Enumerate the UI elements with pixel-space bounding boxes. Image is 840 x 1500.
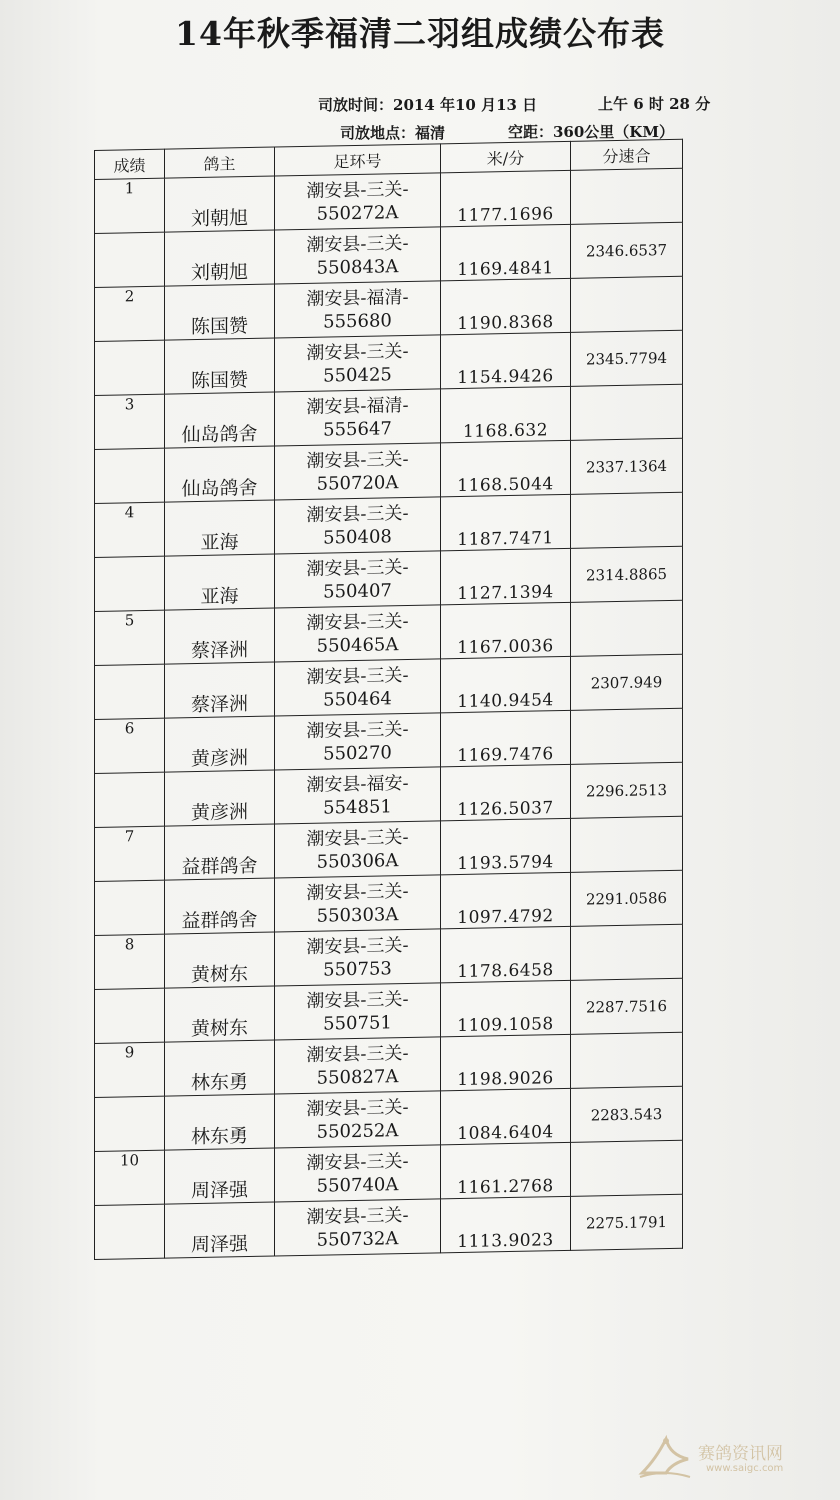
ring-code: 550740A (316, 1173, 399, 1197)
owner-cell: 黄彦洲 (165, 770, 275, 826)
owner-cell: 亚海 (165, 500, 275, 556)
rank-cell: 8 (95, 934, 165, 989)
owner-cell: 陈国赞 (165, 284, 275, 340)
combined-speed-cell: 2314.8865 (571, 546, 683, 602)
ring-number-cell (275, 1145, 441, 1202)
ring-region: 潮安县-三关- (306, 826, 409, 850)
release-time: 司放时间：2014 年10 月13 日 (318, 96, 538, 114)
ring-number-cell (275, 173, 441, 230)
rank-cell: 10 (95, 1150, 165, 1205)
ring-number-cell (275, 929, 441, 986)
speed-cell: 1113.9023 (441, 1196, 571, 1252)
combined-speed-cell: 2275.1791 (571, 1194, 683, 1250)
ring-number-cell (275, 983, 441, 1040)
watermark-url: www.saigc.com (706, 1463, 784, 1474)
header-rank: 成绩 (95, 149, 165, 179)
ring-code: 550252A (316, 1119, 399, 1143)
ring-code: 550465A (316, 633, 399, 657)
speed-cell: 1084.6404 (441, 1088, 571, 1144)
distance: 空距：360公里（KM） (508, 123, 674, 141)
ring-region: 潮安县-三关- (306, 988, 409, 1012)
combined-speed-cell (571, 168, 683, 224)
ring-number-cell (275, 821, 441, 878)
ring-number-cell (275, 605, 441, 662)
speed-cell: 1177.1696 (441, 170, 571, 226)
combined-speed-cell (571, 600, 683, 656)
ring-code: 554851 (323, 795, 392, 819)
owner-cell: 刘朝旭 (165, 230, 275, 286)
owner-cell: 林东勇 (165, 1094, 275, 1150)
rank-cell (95, 880, 165, 935)
owner-cell: 仙岛鸽舍 (165, 392, 275, 448)
speed-cell: 1161.2768 (441, 1142, 571, 1198)
ring-number-cell (275, 227, 441, 284)
ring-code: 550272A (316, 201, 399, 225)
ring-region: 潮安县-三关- (306, 1150, 409, 1174)
combined-speed-cell (571, 708, 683, 764)
speed-cell: 1190.8368 (441, 278, 571, 334)
rank-cell: 2 (95, 286, 165, 341)
rank-cell: 4 (95, 502, 165, 557)
speed-cell: 1198.9026 (441, 1034, 571, 1090)
speed-cell: 1109.1058 (441, 980, 571, 1036)
ring-region: 潮安县-三关- (306, 880, 409, 904)
ring-number-cell (275, 443, 441, 500)
ring-code: 550753 (323, 957, 392, 981)
ring-code: 550732A (316, 1227, 399, 1251)
combined-speed-cell (571, 816, 683, 872)
ring-code: 550464 (323, 687, 392, 711)
ring-region: 潮安县-三关- (306, 934, 409, 958)
speed-cell: 1140.9454 (441, 656, 571, 712)
ring-code: 550407 (323, 579, 392, 603)
rank-cell (95, 772, 165, 827)
rank-cell: 1 (95, 178, 165, 233)
combined-speed-cell: 2287.7516 (571, 978, 683, 1034)
owner-cell: 黄彦洲 (165, 716, 275, 772)
rank-cell: 9 (95, 1042, 165, 1097)
rank-cell: 6 (95, 718, 165, 773)
combined-speed-cell: 2283.543 (571, 1086, 683, 1142)
ring-number-cell (275, 335, 441, 392)
speed-cell: 1178.6458 (441, 926, 571, 982)
ring-code: 550303A (316, 903, 399, 927)
table-body (95, 168, 683, 1259)
ring-code: 550270 (323, 741, 392, 765)
rank-cell (95, 988, 165, 1043)
release-place: 司放地点：福清 (340, 124, 446, 142)
rank-cell (95, 556, 165, 611)
ring-region: 潮安县-福安- (306, 772, 409, 796)
rank-cell (95, 448, 165, 503)
ring-code: 550408 (323, 525, 392, 549)
ring-region: 潮安县-三关- (306, 448, 409, 472)
owner-cell: 周泽强 (165, 1148, 275, 1204)
speed-cell: 1154.9426 (441, 332, 571, 388)
speed-cell: 1126.5037 (441, 764, 571, 820)
speed-cell: 1169.4841 (441, 224, 571, 280)
rank-cell: 7 (95, 826, 165, 881)
owner-cell: 益群鸽舍 (165, 824, 275, 880)
speed-cell: 1168.632 (441, 386, 571, 442)
ring-number-cell (275, 497, 441, 554)
release-time-value: 上午 6 时 28 分 (598, 95, 711, 113)
combined-speed-cell: 2307.949 (571, 654, 683, 710)
combined-speed-cell (571, 1140, 683, 1196)
ring-code: 550751 (323, 1011, 392, 1035)
owner-cell: 林东勇 (165, 1040, 275, 1096)
ring-code: 550827A (316, 1065, 399, 1089)
ring-number-cell (275, 659, 441, 716)
owner-cell: 蔡泽洲 (165, 608, 275, 664)
rank-cell (95, 1204, 165, 1259)
ring-number-cell (275, 713, 441, 770)
rank-cell (95, 1096, 165, 1151)
speed-cell: 1127.1394 (441, 548, 571, 604)
combined-speed-cell: 2296.2513 (571, 762, 683, 818)
ring-region: 潮安县-福清- (306, 286, 409, 310)
ring-region: 潮安县-三关- (306, 556, 409, 580)
rank-cell (95, 664, 165, 719)
watermark (636, 1425, 826, 1485)
ring-region: 潮安县-三关- (306, 610, 409, 634)
owner-cell: 周泽强 (165, 1202, 275, 1258)
combined-speed-cell: 2291.0586 (571, 870, 683, 926)
owner-cell: 黄树东 (165, 986, 275, 1042)
combined-speed-cell: 2337.1364 (571, 438, 683, 494)
ring-region: 潮安县-三关- (306, 502, 409, 526)
ring-number-cell (275, 551, 441, 608)
ring-code: 550306A (316, 849, 399, 873)
combined-speed-cell: 2346.6537 (571, 222, 683, 278)
ring-number-cell (275, 875, 441, 932)
pigeon-logo-icon (636, 1429, 694, 1481)
speed-cell: 1167.0036 (441, 602, 571, 658)
table-row (95, 1194, 683, 1259)
speed-cell: 1168.5044 (441, 440, 571, 496)
owner-cell: 黄树东 (165, 932, 275, 988)
rank-cell (95, 340, 165, 395)
ring-region: 潮安县-三关- (306, 1204, 409, 1228)
speed-cell: 1169.7476 (441, 710, 571, 766)
ring-code: 550425 (323, 363, 392, 387)
header-speed: 米/分 (441, 141, 571, 172)
ring-region: 潮安县-三关- (306, 178, 409, 202)
ring-region: 潮安县-三关- (306, 718, 409, 742)
ring-code: 555647 (323, 417, 392, 441)
ring-number-cell (275, 1037, 441, 1094)
combined-speed-cell (571, 384, 683, 440)
rank-cell: 5 (95, 610, 165, 665)
header-owner: 鸽主 (165, 147, 275, 178)
owner-cell: 蔡泽洲 (165, 662, 275, 718)
ring-code: 550720A (316, 471, 399, 495)
page-title: 14年秋季福清二羽组成绩公布表 (175, 14, 665, 53)
ring-region: 潮安县-三关- (306, 232, 409, 256)
ring-region: 潮安县-福清- (306, 394, 409, 418)
combined-speed-cell (571, 1032, 683, 1088)
ring-code: 550843A (316, 255, 399, 279)
ring-region: 潮安县-三关- (306, 664, 409, 688)
combined-speed-cell (571, 276, 683, 332)
ring-number-cell (275, 389, 441, 446)
rank-cell (95, 232, 165, 287)
owner-cell: 益群鸽舍 (165, 878, 275, 934)
ring-region: 潮安县-三关- (306, 340, 409, 364)
combined-speed-cell (571, 924, 683, 980)
speed-cell: 1187.7471 (441, 494, 571, 550)
ring-number-cell (275, 281, 441, 338)
ring-number-cell (275, 1199, 441, 1256)
ring-number-cell (275, 767, 441, 824)
owner-cell: 亚海 (165, 554, 275, 610)
results-table (94, 139, 683, 1260)
rank-cell: 3 (95, 394, 165, 449)
watermark-text: 赛鸽资讯网 (698, 1444, 783, 1464)
ring-code: 555680 (323, 309, 392, 333)
header-ring: 足环号 (275, 144, 441, 176)
owner-cell: 刘朝旭 (165, 176, 275, 232)
header-total: 分速合 (571, 139, 683, 170)
speed-cell: 1193.5794 (441, 818, 571, 874)
ring-region: 潮安县-三关- (306, 1042, 409, 1066)
owner-cell: 仙岛鸽舍 (165, 446, 275, 502)
combined-speed-cell (571, 492, 683, 548)
ring-region: 潮安县-三关- (306, 1096, 409, 1120)
combined-speed-cell: 2345.7794 (571, 330, 683, 386)
speed-cell: 1097.4792 (441, 872, 571, 928)
owner-cell: 陈国赞 (165, 338, 275, 394)
ring-number-cell (275, 1091, 441, 1148)
